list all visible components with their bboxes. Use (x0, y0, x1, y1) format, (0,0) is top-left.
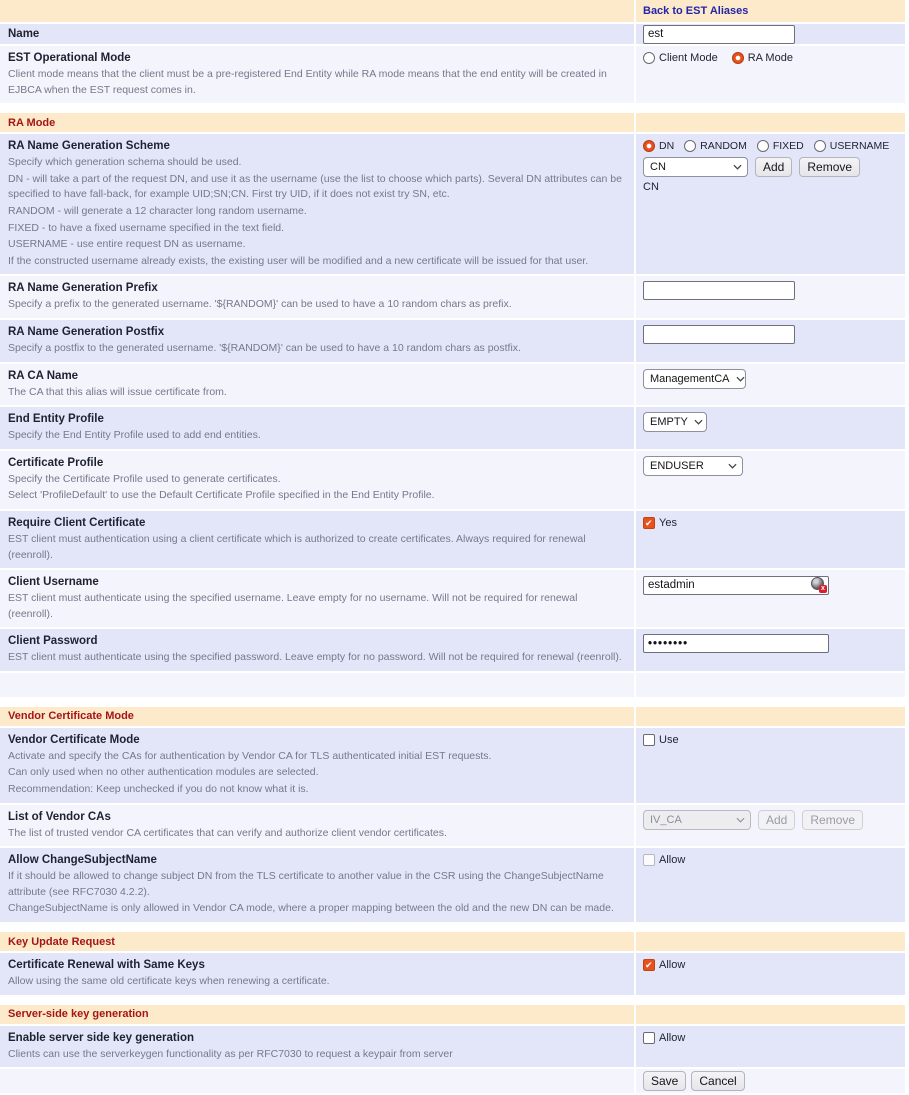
back-to-est-aliases-link[interactable]: Back to EST Aliases (643, 5, 749, 17)
scheme-desc: Specify which generation schema should be used. (8, 156, 242, 169)
dn-part-remove-button[interactable]: Remove (799, 157, 860, 177)
postfix-label: RA Name Generation Postfix (8, 325, 165, 338)
server-keygen-section-header (0, 1005, 905, 1024)
cp-desc: Select 'ProfileDefault' to use the Default Certificate Profile specified in the End Entity Profile. (8, 489, 435, 502)
certificate-profile-row (0, 451, 905, 509)
eep-select[interactable] (643, 412, 707, 432)
cancel-button[interactable]: Cancel (691, 1071, 744, 1091)
scheme-desc: RANDOM - will generate a 12 character long random username. (8, 204, 307, 217)
vendor-cas-label: List of Vendor CAs (8, 810, 111, 823)
scheme-random-label: RANDOM (700, 140, 747, 153)
operational-mode-label: EST Operational Mode (8, 52, 131, 64)
ra-mode-section-header (0, 113, 905, 132)
ra-ca-select[interactable] (643, 369, 746, 389)
vendor-mode-checkbox[interactable] (643, 734, 655, 746)
server-keygen-row (0, 1026, 905, 1068)
client-mode-label: Client Mode (659, 52, 718, 64)
chevron-down-icon (736, 817, 745, 823)
vendor-mode-label: Vendor Certificate Mode (8, 733, 140, 746)
key-update-section-title: Key Update Request (8, 935, 115, 948)
require-client-certificate-row (0, 511, 905, 568)
change-subject-label: Allow ChangeSubjectName (8, 854, 157, 867)
vendor-mode-desc: Can only used when no other authentication modules are selected. (8, 766, 319, 779)
renewal-checkbox-label: Allow (659, 959, 686, 972)
ra-mode-section-title: RA Mode (8, 116, 56, 129)
identity-icon[interactable] (811, 577, 826, 592)
certificate-renewal-row (0, 953, 905, 995)
renewal-label: Certificate Renewal with Same Keys (8, 959, 205, 972)
postfix-desc: Specify a postfix to the generated username. '${RANDOM}' can be used to have a 10 random chars as postfix. (8, 341, 521, 354)
cp-label: Certificate Profile (8, 456, 104, 469)
require-cert-checkbox[interactable] (643, 517, 655, 529)
change-subject-checkbox-label: Allow (659, 854, 686, 867)
require-cert-desc: EST client must authentication using a client certificate which is authorized to create certificates. Always required for renewal (reenroll). (8, 532, 586, 561)
eep-label: End Entity Profile (8, 413, 104, 426)
vendor-ca-add-button: Add (758, 810, 795, 830)
operational-mode-row (0, 46, 905, 103)
vendor-ca-select-value: IV_CA (650, 813, 682, 826)
vendor-mode-row (0, 728, 905, 803)
client-username-input[interactable] (643, 576, 829, 595)
chevron-down-icon (736, 376, 745, 382)
name-label: Name (8, 28, 40, 40)
client-mode-radio[interactable] (643, 52, 655, 64)
server-keygen-checkbox-label: Allow (659, 1031, 686, 1044)
scheme-desc: If the constructed username already exists, the existing user will be modified and a new certificate will be issued for that user. (8, 254, 589, 267)
renewal-desc: Allow using the same old certificate keys when renewing a certificate. (8, 975, 330, 988)
vendor-ca-remove-button: Remove (802, 810, 863, 830)
name-input[interactable] (643, 25, 795, 44)
save-button[interactable]: Save (643, 1071, 686, 1091)
scheme-desc: USERNAME - use entire request DN as username. (8, 238, 246, 251)
vendor-cas-row (0, 805, 905, 847)
eep-select-value: EMPTY (650, 416, 688, 429)
server-keygen-section-title: Server-side key generation (8, 1008, 149, 1021)
client-password-label: Client Password (8, 635, 98, 648)
prefix-desc: Specify a prefix to the generated username. '${RANDOM}' can be used to have a 10 random chars as prefix. (8, 298, 512, 311)
require-cert-label: Require Client Certificate (8, 516, 146, 529)
change-subject-checkbox (643, 854, 655, 866)
client-username-desc: EST client must authenticate using the specified username. Leave empty for no username. Will not be required for renewal (reenroll). (8, 592, 578, 620)
scheme-fixed-radio[interactable] (757, 140, 769, 152)
scheme-desc: FIXED - to have a fixed username specified in the text field. (8, 221, 285, 234)
scheme-dn-label: DN (659, 140, 675, 153)
eep-desc: Specify the End Entity Profile used to add end entities. (8, 429, 261, 442)
vendor-mode-checkbox-label: Use (659, 733, 679, 746)
chevron-down-icon (733, 164, 742, 170)
client-username-row (0, 570, 905, 627)
name-generation-postfix-row (0, 320, 905, 362)
operational-mode-desc: Client mode means that the client must be a pre-registered End Entity while RA mode means that the end entity will be created in EJBCA when the EST request comes in. (8, 68, 607, 96)
name-row (0, 24, 905, 44)
server-keygen-label: Enable server side key generation (8, 1031, 195, 1044)
client-password-row (0, 629, 905, 671)
scheme-random-radio[interactable] (684, 140, 696, 152)
top-header-row (0, 0, 905, 22)
ra-ca-select-value: ManagementCA (650, 372, 730, 385)
ra-ca-label: RA CA Name (8, 369, 79, 382)
change-subject-desc: ChangeSubjectName is only allowed in Vendor CA mode, where a proper mapping between the old and the new DN can be made. (8, 902, 614, 915)
scheme-username-label: USERNAME (829, 140, 890, 153)
dn-part-select[interactable] (643, 157, 748, 177)
require-cert-checkbox-label: Yes (659, 516, 677, 529)
actions-row (0, 1069, 905, 1093)
scheme-dn-radio[interactable] (643, 140, 655, 152)
spacer-row (0, 673, 905, 697)
ra-mode-label: RA Mode (747, 52, 793, 64)
name-generation-prefix-row (0, 276, 905, 318)
dn-part-add-button[interactable]: Add (755, 157, 792, 177)
client-password-desc: EST client must authenticate using the specified password. Leave empty for no password. Will not be required for renewal (reenroll). (8, 651, 622, 664)
ra-mode-radio[interactable] (732, 52, 744, 64)
server-keygen-desc: Clients can use the serverkeygen functionality as per RFC7030 to request a keypair from server (8, 1047, 453, 1060)
cp-select[interactable] (643, 456, 743, 476)
name-generation-scheme-row (0, 134, 905, 274)
postfix-input[interactable] (643, 325, 795, 344)
cp-desc: Specify the Certificate Profile used to generate certificates. (8, 472, 281, 485)
cp-select-value: ENDUSER (650, 459, 704, 472)
chevron-down-icon (728, 463, 737, 469)
renewal-checkbox[interactable] (643, 959, 655, 971)
scheme-fixed-label: FIXED (772, 140, 804, 153)
vendor-mode-desc: Activate and specify the CAs for authentication by Vendor CA for TLS authenticated initial EST requests. (8, 749, 492, 762)
vendor-mode-section-header (0, 707, 905, 726)
change-subject-desc: If it should be allowed to change subject DN from the TLS certificate to another value in the CSR using the ChangeSubjectName attribute (see RFC7030 4.2.2). (8, 870, 604, 898)
prefix-label: RA Name Generation Prefix (8, 282, 158, 295)
chevron-down-icon (694, 419, 703, 425)
key-update-section-header (0, 932, 905, 951)
end-entity-profile-row (0, 407, 905, 449)
scheme-username-radio[interactable] (814, 140, 826, 152)
vendor-ca-select (643, 810, 751, 830)
error-badge-icon: x (819, 585, 827, 593)
client-password-input[interactable] (643, 634, 829, 653)
ra-ca-desc: The CA that this alias will issue certificate from. (8, 385, 227, 398)
vendor-mode-section-title: Vendor Certificate Mode (8, 710, 134, 723)
dn-part-select-value: CN (650, 161, 666, 174)
vendor-mode-desc: Recommendation: Keep unchecked if you do not know what it is. (8, 783, 309, 796)
dn-parts-current: CN (643, 181, 659, 194)
prefix-input[interactable] (643, 281, 795, 300)
client-username-label: Client Username (8, 576, 99, 589)
ra-ca-name-row (0, 364, 905, 406)
vendor-cas-desc: The list of trusted vendor CA certificates that can verify and authorize client vendor certificates. (8, 826, 447, 839)
scheme-desc: DN - will take a part of the request DN, and use it as the username (use the list to choose which parts). Several DN attributes can be specified to have fall-back, for example UID;SN;CN. First try UID, if it does not exist try SN, etc. (8, 172, 622, 201)
change-subject-name-row (0, 848, 905, 922)
scheme-label: RA Name Generation Scheme (8, 140, 170, 153)
server-keygen-checkbox[interactable] (643, 1032, 655, 1044)
